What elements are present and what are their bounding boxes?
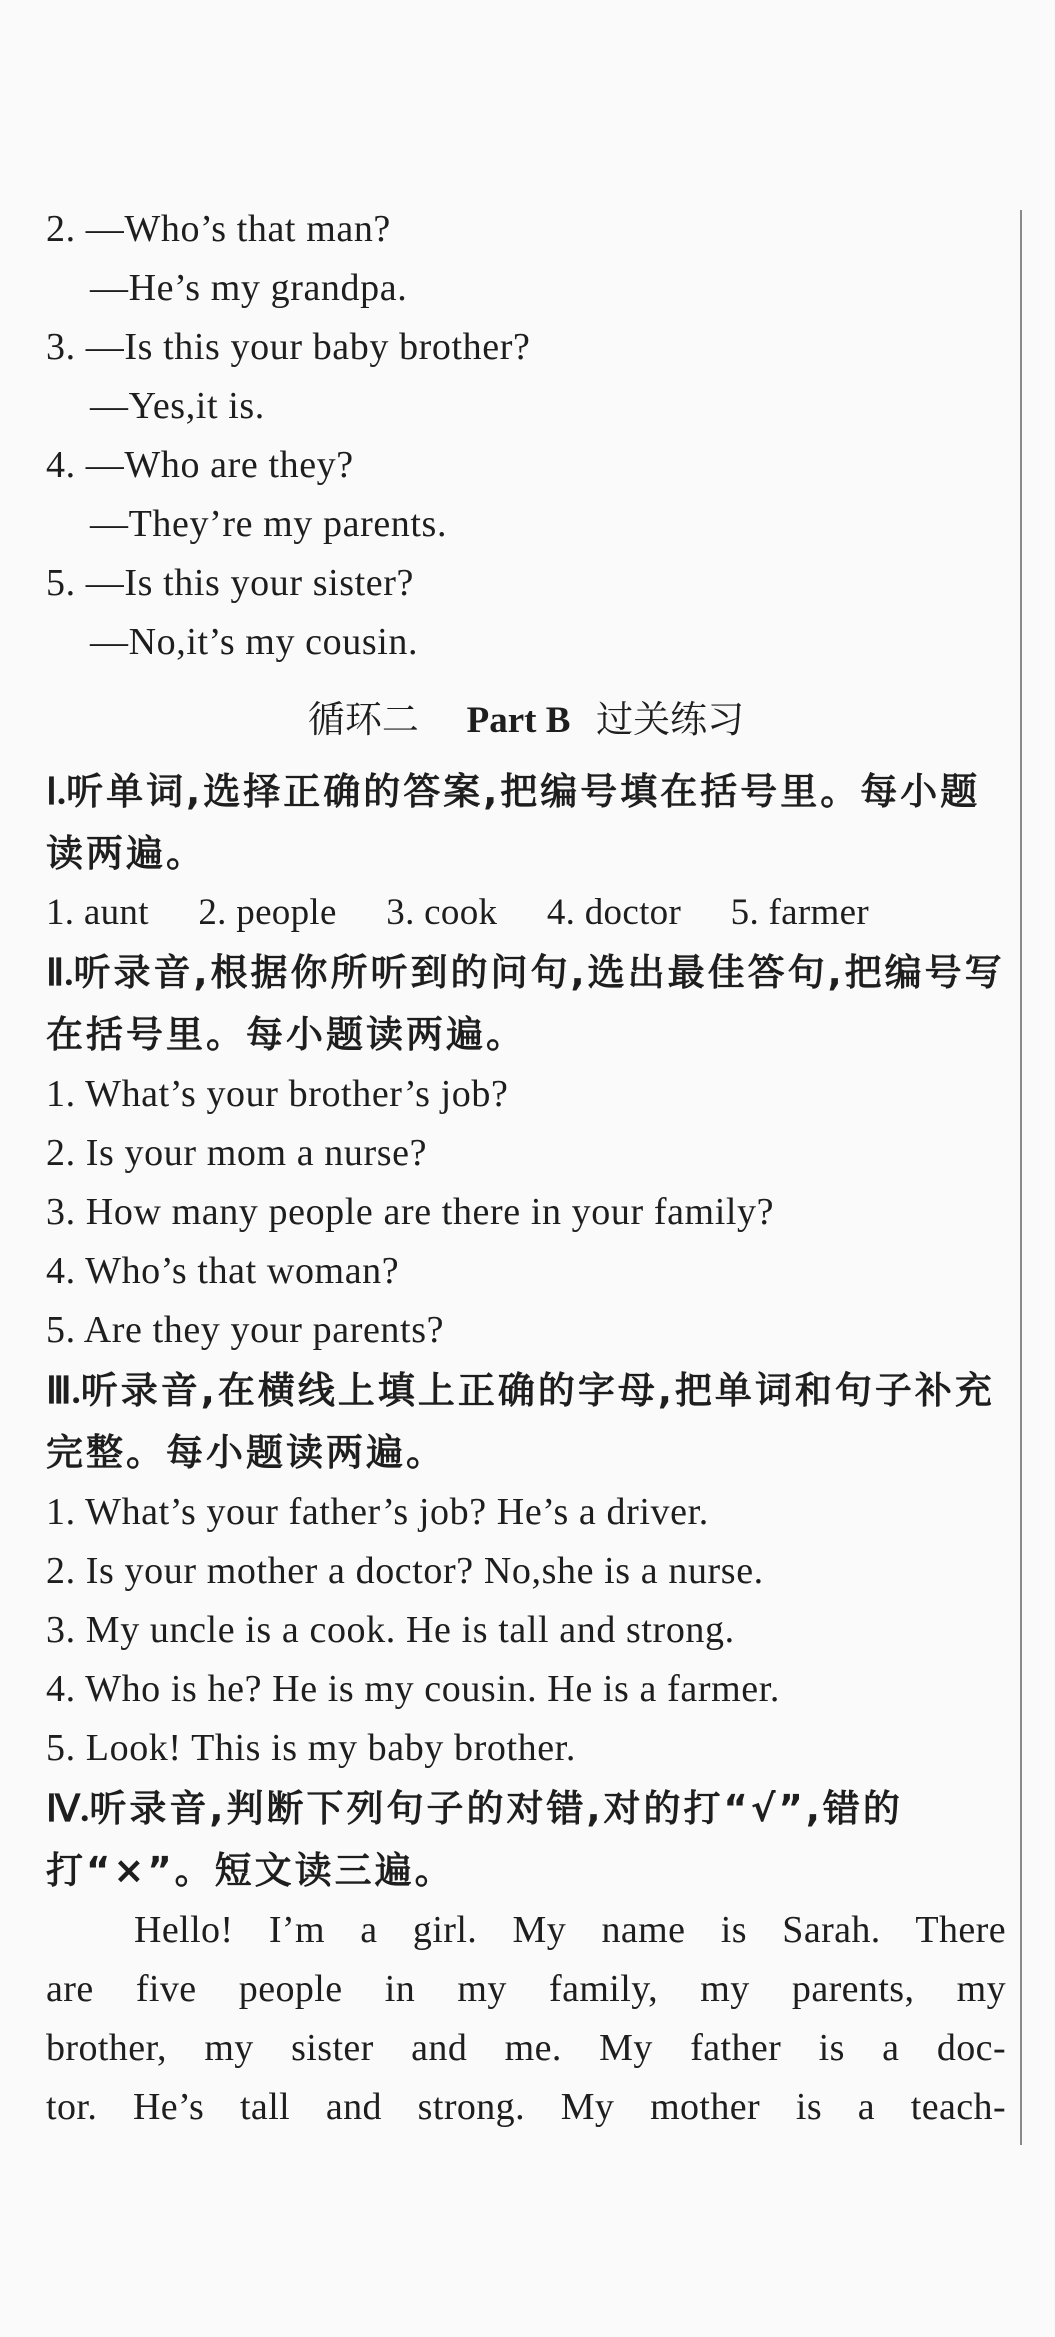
exercise-number: Ⅱ. (46, 953, 74, 994)
margin-rule (1020, 210, 1022, 2145)
sentence-item: 5. Look! This is my baby brother. (46, 1727, 576, 1769)
dialogue-question: 3. —Is this your baby brother? (46, 326, 531, 368)
question-item: 5. Are they your parents? (46, 1309, 445, 1351)
exercise-2-heading (46, 942, 1006, 1065)
word-list (46, 884, 1006, 942)
exercise-1-heading (46, 761, 1006, 884)
exercise-3 (46, 1360, 1006, 1778)
passage-line: Hello! I’m a girl. My name is Sarah. There (134, 1909, 1006, 1951)
exercise-instruction: 听录音,在横线上填上正确的字母,把单词和句子补充完整。每小题读两遍。 (46, 1369, 995, 1474)
exercise-number: Ⅲ. (46, 1371, 81, 1412)
dialogue-answer: —He’s my grandpa. (90, 267, 408, 309)
dialogue-list (46, 200, 1006, 672)
sentence-item: 3. My uncle is a cook. He is tall and strong. (46, 1609, 735, 1651)
exercise-number: Ⅳ. (46, 1789, 90, 1830)
exercise-instruction: 听录音,根据你所听到的问句,选出最佳答句,把编号写在括号里。每小题读两遍。 (46, 951, 1005, 1056)
sentence-item: 2. Is your mother a doctor? No,she is a nurse. (46, 1550, 764, 1592)
exercise-4 (46, 1778, 1006, 2137)
word-item: 5. farmer (730, 892, 869, 933)
question-item: 4. Who’s that woman? (46, 1250, 400, 1292)
question-item: 2. Is your mom a nurse? (46, 1132, 428, 1174)
exercise-number: Ⅰ. (46, 772, 67, 813)
exercise-3-heading (46, 1360, 1006, 1483)
dialogue-answer: —Yes,it is. (90, 385, 265, 427)
exercise-instruction: 听录音,判断下列句子的对错,对的打“√”,错的打“×”。短文读三遍。 (46, 1787, 903, 1892)
question-item: 3. How many people are there in your family? (46, 1191, 775, 1233)
sentence-item: 1. What’s your father’s job? He’s a driver. (46, 1491, 709, 1533)
dialogue-question: 4. —Who are they? (46, 444, 354, 486)
question-item: 1. What’s your brother’s job? (46, 1073, 509, 1115)
worksheet-content (46, 200, 1006, 2137)
word-item: 1. aunt (46, 892, 149, 933)
section-title (46, 688, 1006, 753)
word-item: 3. cook (386, 892, 498, 933)
dialogue-answer: —No,it’s my cousin. (90, 621, 419, 663)
exercise-1 (46, 761, 1006, 942)
passage-line: tor. He’s tall and strong. My mother is a teach- (46, 2086, 1006, 2128)
section-title-post: 过关练习 (596, 698, 745, 741)
section-title-pre: 循环二 (307, 698, 419, 741)
dialogue-answer: —They’re my parents. (90, 503, 448, 545)
exercise-2 (46, 942, 1006, 1360)
dialogue-question: 2. —Who’s that man? (46, 208, 391, 250)
exercise-4-heading (46, 1778, 1006, 1901)
passage-line: are five people in my family, my parents, my (46, 1968, 1006, 2010)
section-title-part: Part B (466, 700, 571, 741)
dialogue-question: 5. —Is this your sister? (46, 562, 414, 604)
passage-line: brother, my sister and me. My father is a doc- (46, 2027, 1006, 2069)
sentence-item: 4. Who is he? He is my cousin. He is a farmer. (46, 1668, 780, 1710)
word-item: 4. doctor (546, 892, 682, 933)
exercise-instruction: 听单词,选择正确的答案,把编号填在括号里。每小题读两遍。 (46, 770, 981, 875)
word-item: 2. people (198, 892, 337, 933)
